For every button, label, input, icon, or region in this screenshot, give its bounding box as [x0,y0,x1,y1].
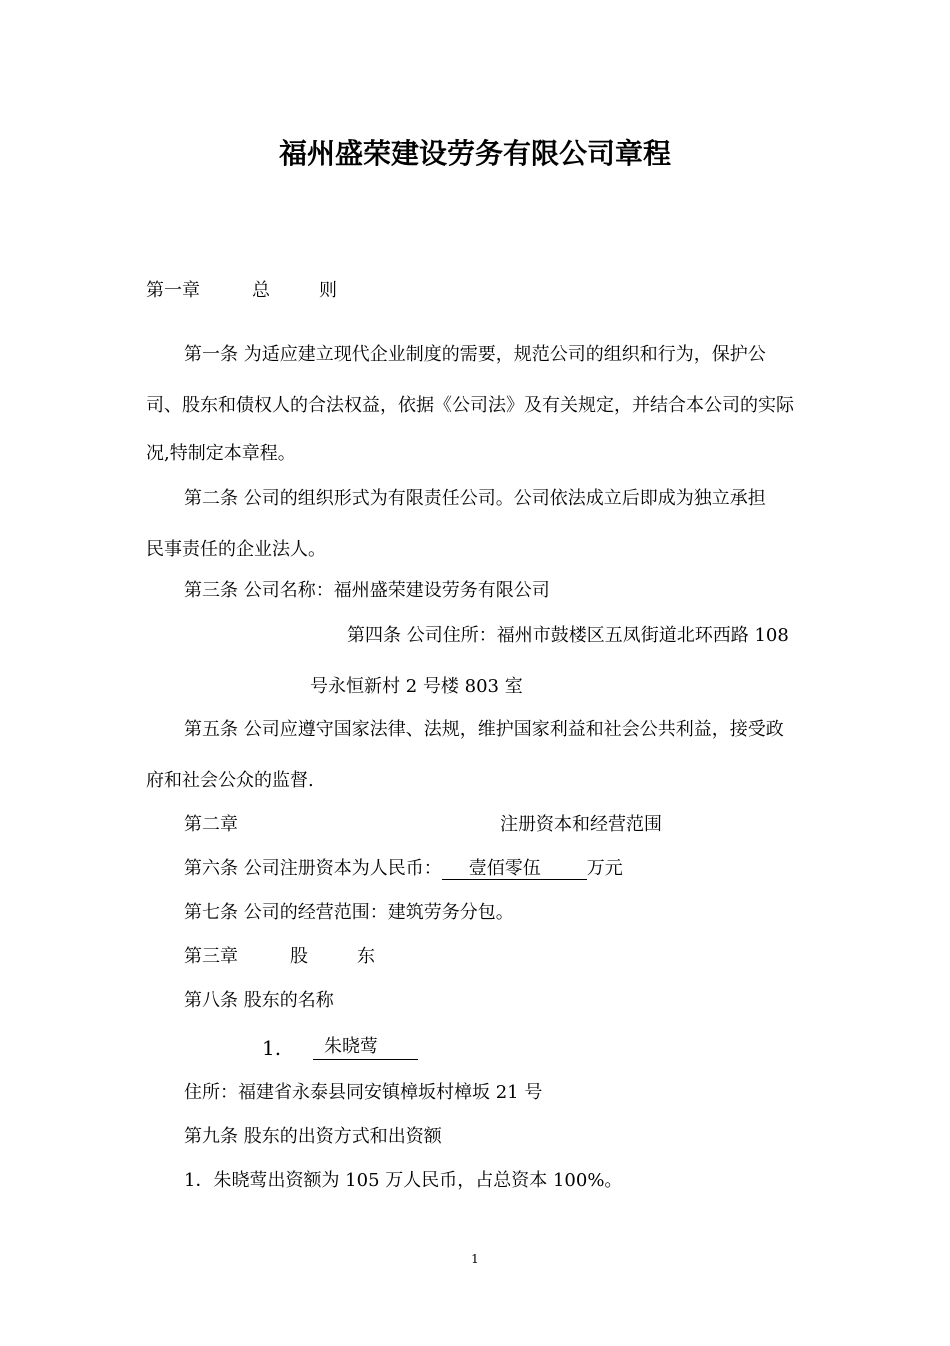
article-6-suffix: 万元 [586,858,623,879]
article-1-line-1: 第一条 为适应建立现代企业制度的需要，规范公司的组织和行为，保护公 [184,344,766,365]
article-6-prefix: 第六条 公司注册资本为人民币： [184,858,442,879]
document-title: 福州盛荣建设劳务有限公司章程 [278,137,671,170]
chapter-1-number: 第一章 [146,280,200,301]
chapter-2-title: 注册资本和经营范围 [500,814,662,835]
shareholder-index: 1. [262,1036,282,1060]
article-4-line-2: 号永恒新村 2 号楼 803 室 [310,676,523,697]
article-5-line-1: 第五条 公司应遵守国家法律、法规，维护国家利益和社会公共利益，接受政 [184,719,784,740]
article-7: 第七条 公司的经营范围：建筑劳务分包。 [184,902,514,923]
article-2-line-1: 第二条 公司的组织形式为有限责任公司。公司依法成立后即成为独立承担 [184,488,766,509]
article-8: 第八条 股东的名称 [184,990,334,1011]
shareholder-contribution: 1．朱晓莺出资额为 105 万人民币，占总资本 100%。 [184,1170,623,1191]
article-1-line-2: 司、股东和债权人的合法权益，依据《公司法》及有关规定，并结合本公司的实际 [146,395,794,416]
chapter-2-number: 第二章 [184,814,238,835]
shareholder-name: 朱晓莺 [313,1037,418,1060]
chapter-1-title-part-1: 总 [252,280,270,301]
chapter-3-title-part-2: 东 [357,946,375,967]
chapter-3-number: 第三章 [184,946,238,967]
page-number: 1 [471,1252,479,1266]
chapter-1-title-part-2: 则 [319,280,337,301]
article-6 [184,857,623,881]
chapter-3-title-part-1: 股 [290,946,308,967]
registered-capital-amount: 壹佰零伍 [442,859,587,880]
shareholder-name-wrap [313,1035,418,1060]
article-2-line-2: 民事责任的企业法人。 [146,539,326,560]
article-4-line-1: 第四条 公司住所：福州市鼓楼区五凤街道北环西路 108 [347,625,789,646]
article-5-line-2: 府和社会公众的监督. [146,770,314,791]
shareholder-address: 住所：福建省永泰县同安镇樟坂村樟坂 21 号 [184,1082,543,1103]
article-3: 第三条 公司名称：福州盛荣建设劳务有限公司 [184,580,550,601]
article-9: 第九条 股东的出资方式和出资额 [184,1126,442,1147]
article-1-line-3: 况,特制定本章程。 [146,443,296,464]
